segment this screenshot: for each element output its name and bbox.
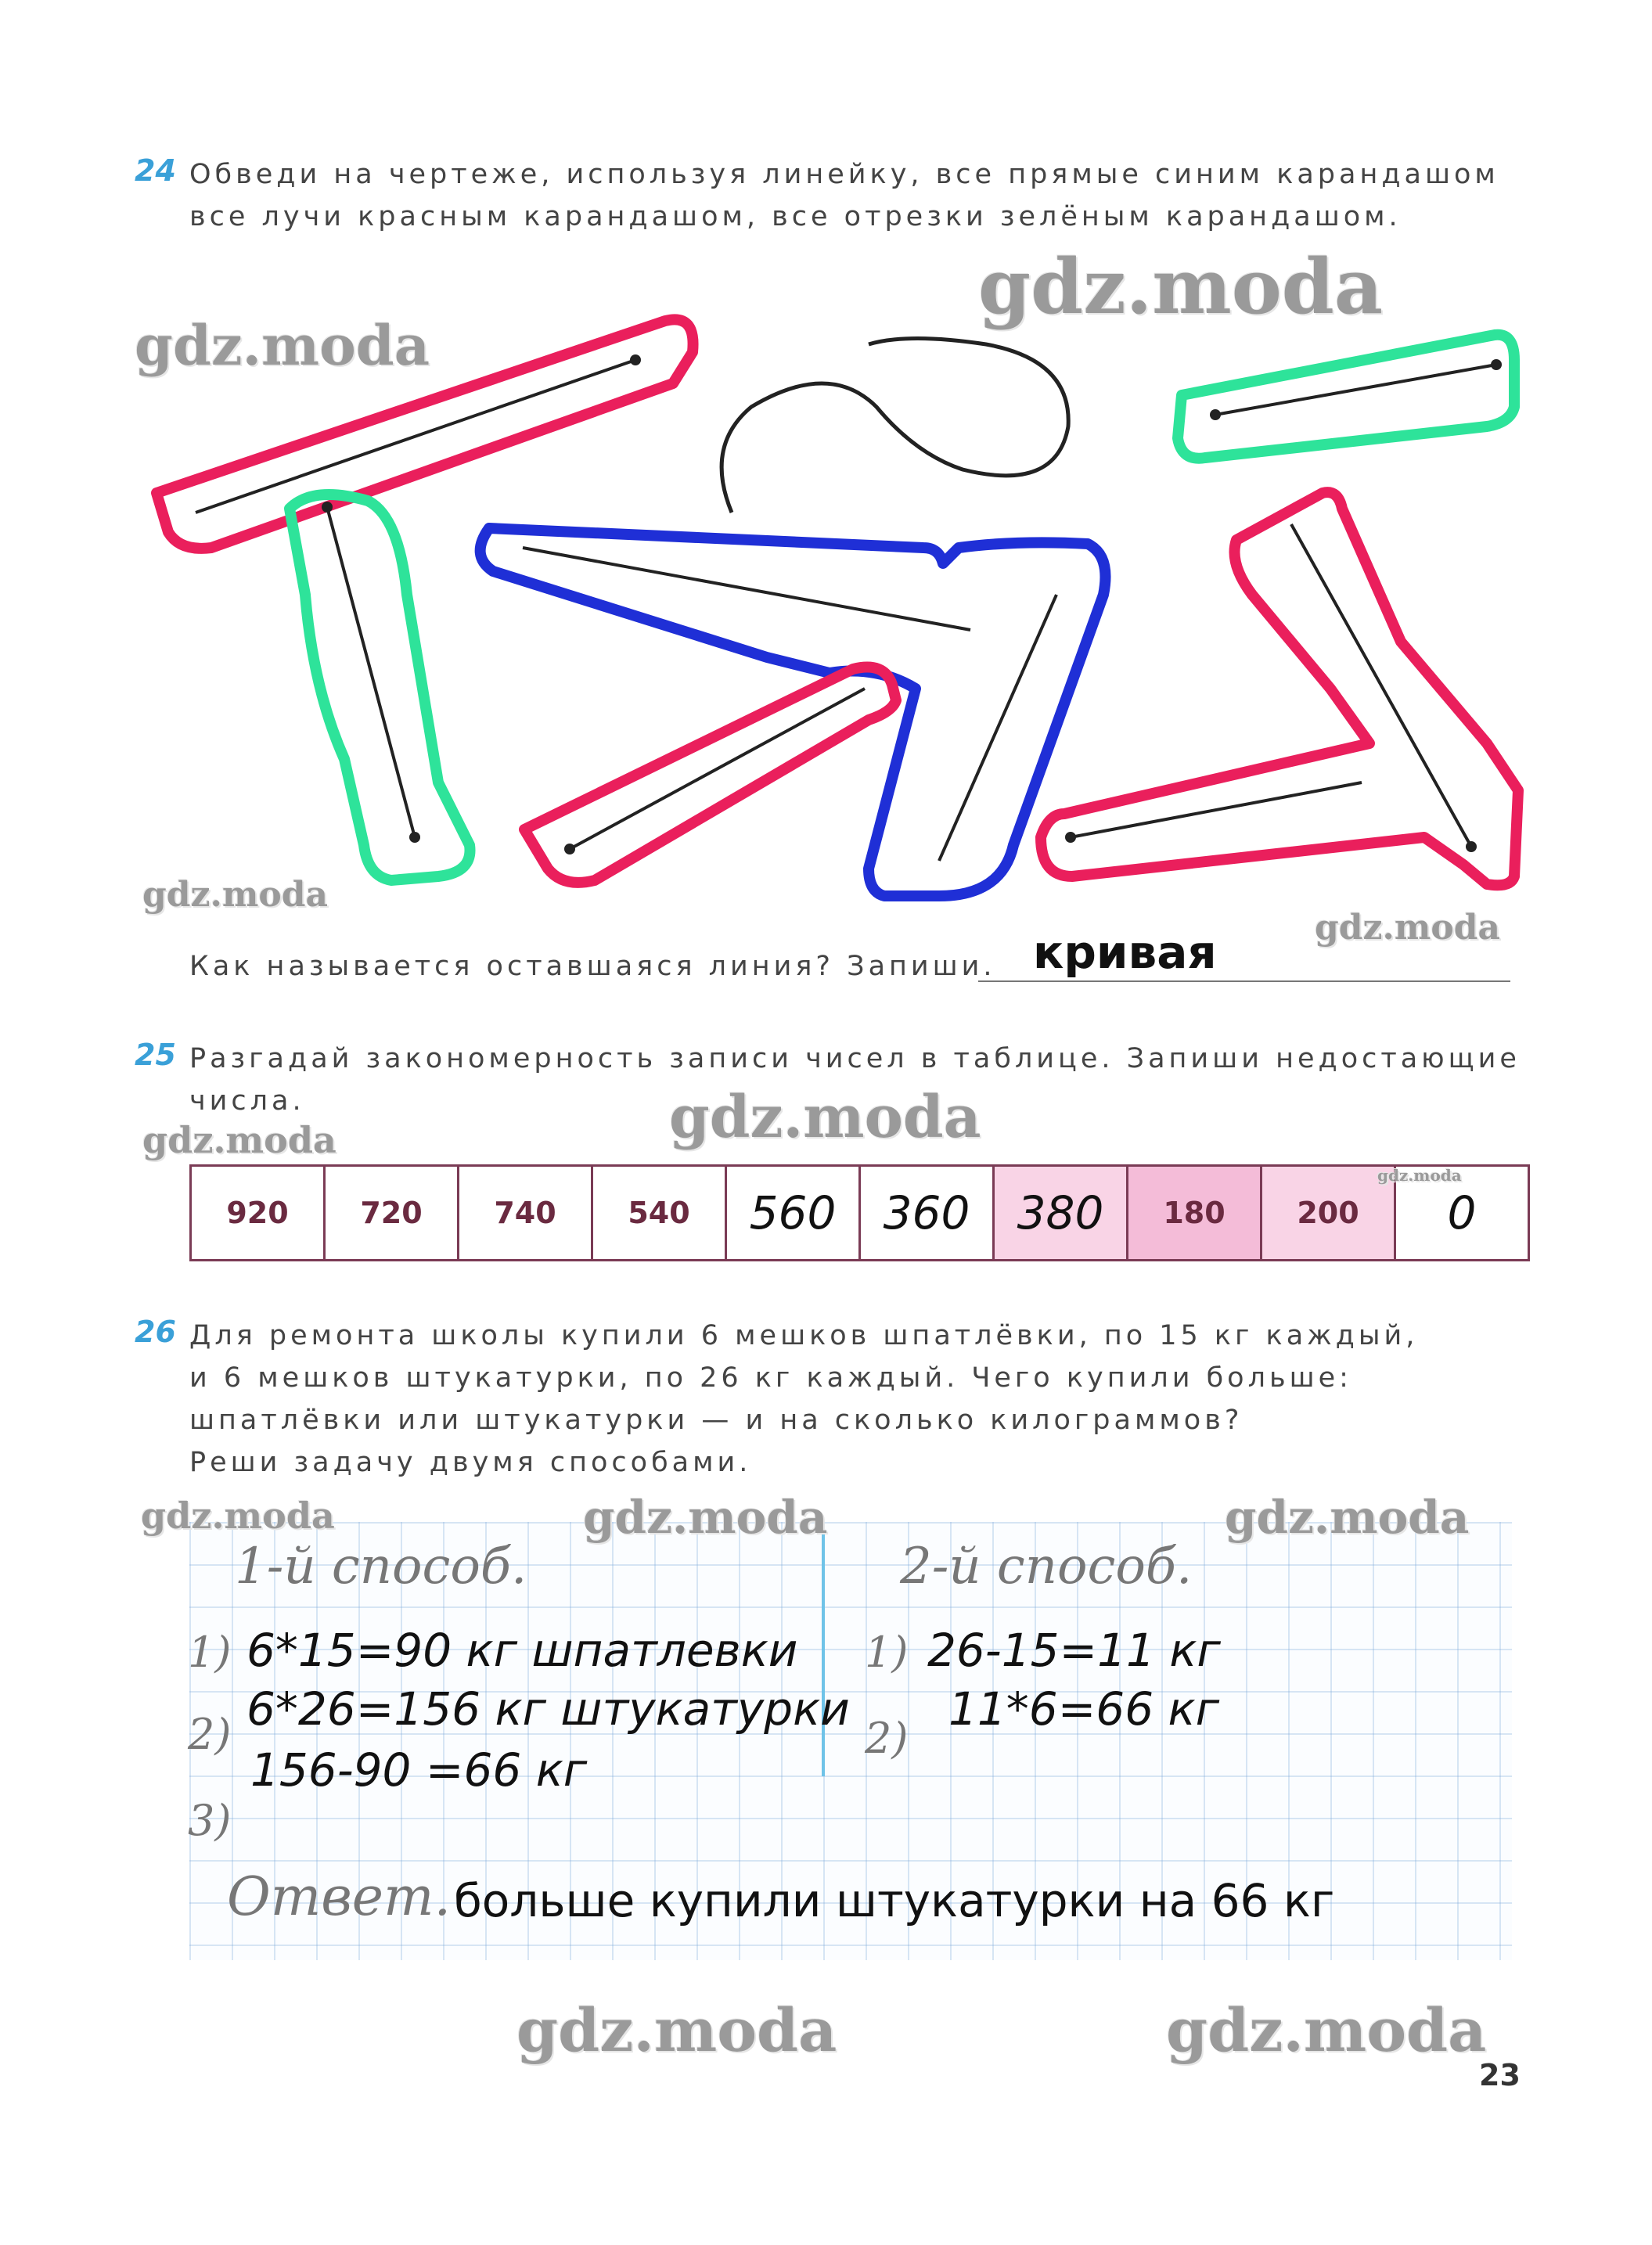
watermark: gdz.moda	[1377, 1166, 1462, 1185]
cell-value: 740	[494, 1196, 556, 1230]
point-upper-left-ray	[630, 354, 641, 365]
method-1-step-1-number: 1)	[188, 1628, 232, 1677]
cell-value: 180	[1163, 1196, 1226, 1230]
cell-value-written: 380	[1017, 1186, 1104, 1239]
task-26-line-1: Для ремонта школы купили 6 мешков шпатлёвки, по 15 кг каждый,	[189, 1320, 1419, 1351]
task-26-text	[189, 1315, 1418, 1484]
point-segment-upper-right-right	[1491, 359, 1502, 370]
task-25-line-1: Разгадай закономерность записи чисел в таблице. Запиши недостающие	[189, 1043, 1521, 1074]
task-24-question: Как называется оставшаяся линия? Запиши.	[189, 951, 996, 982]
method-2-step-2: 11*6=66 кг	[948, 1682, 1220, 1736]
method-2-heading: 2-й способ.	[900, 1538, 1193, 1596]
table-cell-2	[325, 1166, 459, 1261]
table-cell-4	[592, 1166, 726, 1261]
table-cell-5[interactable]	[726, 1166, 860, 1261]
cell-value: 920	[226, 1196, 289, 1230]
task-24-line-1: Обведи на чертеже, используя линейку, все прямые синим карандашом	[189, 159, 1499, 190]
cell-value-written: 0	[1447, 1186, 1477, 1239]
cell-value-written: 360	[883, 1186, 970, 1239]
ray-right-horizontal	[1071, 783, 1362, 837]
number-table-row	[191, 1166, 1529, 1261]
watermark: gdz.moda	[1315, 908, 1501, 948]
table-cell-9	[1261, 1166, 1395, 1261]
watermark: gdz.moda	[978, 243, 1384, 331]
method-2-step-1-number: 1)	[865, 1628, 909, 1677]
method-1-step-3-number: 3)	[188, 1796, 232, 1845]
task-24-number: 24	[135, 153, 176, 188]
table-cell-7[interactable]	[994, 1166, 1128, 1261]
point-segment-left-top	[322, 502, 333, 513]
watermark: gdz.moda	[135, 313, 430, 378]
curve-line	[722, 339, 1068, 513]
watermark: gdz.moda	[1225, 1491, 1470, 1544]
point-lower-middle-ray	[564, 844, 575, 854]
task-25-number: 25	[135, 1038, 176, 1072]
point-segment-left-bottom	[409, 832, 420, 843]
point-right-diagonal	[1466, 841, 1477, 852]
method-1-step-1: 6*15=90 кг шпатлевки	[247, 1624, 798, 1677]
ray-outline-right	[1041, 492, 1518, 885]
method-1-step-2: 6*26=156 кг штукатурки	[247, 1682, 850, 1736]
ray-lower-middle	[570, 689, 865, 849]
cell-value: 540	[628, 1196, 690, 1230]
point-segment-upper-right-left	[1210, 409, 1221, 420]
segment-outline-upper-right	[1178, 335, 1514, 459]
watermark: gdz.moda	[142, 1119, 337, 1161]
method-2-step-2-number: 2)	[865, 1714, 909, 1763]
watermark: gdz.moda	[516, 1995, 837, 2065]
method-2-step-1: 26-15=11 кг	[927, 1624, 1221, 1677]
answer-text: больше купили штукатурки на 66 кг	[454, 1874, 1335, 1927]
line-blue-vertical	[939, 595, 1056, 861]
answer-label: Ответ.	[227, 1866, 452, 1928]
watermark: gdz.moda	[583, 1491, 828, 1544]
watermark: gdz.moda	[141, 1495, 335, 1537]
page-number: 23	[1479, 2058, 1521, 2092]
cell-value: 720	[360, 1196, 423, 1230]
watermark: gdz.moda	[142, 875, 329, 915]
task-26-line-3: шпатлёвки или штукатурки — и на сколько килограммов?	[189, 1405, 1243, 1436]
task-24-drawing	[0, 0, 1652, 939]
line-blue-horizontal	[523, 548, 970, 630]
task-25-line-2: числа.	[189, 1085, 305, 1117]
ray-outline-lower-middle	[524, 667, 896, 883]
segment-upper-right	[1215, 365, 1496, 415]
table-cell-3	[459, 1166, 592, 1261]
table-cell-8	[1128, 1166, 1261, 1261]
task-24-answer: кривая	[1033, 926, 1217, 979]
ray-upper-left	[196, 360, 635, 513]
method-divider	[822, 1534, 825, 1776]
method-1-heading: 1-й способ.	[235, 1538, 527, 1596]
watermark: gdz.moda	[1166, 1995, 1487, 2065]
task-26-number: 26	[135, 1315, 176, 1349]
number-table	[189, 1164, 1530, 1261]
cell-value: 200	[1297, 1196, 1359, 1230]
method-1-step-2-number: 2)	[188, 1710, 232, 1759]
table-cell-1	[191, 1166, 325, 1261]
line-outline-blue	[480, 528, 1106, 896]
task-24-answer-line	[978, 980, 1510, 982]
point-right-horizontal	[1065, 832, 1076, 843]
segment-outline-left	[290, 495, 470, 880]
cell-value-written: 560	[749, 1186, 837, 1239]
watermark: gdz.moda	[669, 1084, 981, 1151]
task-24-line-2: все лучи красным карандашом, все отрезки зелёным карандашом.	[189, 201, 1402, 232]
task-26-line-4: Реши задачу двумя способами.	[189, 1447, 752, 1478]
task-26-line-2: и 6 мешков штукатурки, по 26 кг каждый. Чего купили больше:	[189, 1362, 1352, 1394]
method-1-step-3: 156-90 =66 кг	[250, 1743, 588, 1797]
table-cell-6[interactable]	[860, 1166, 994, 1261]
